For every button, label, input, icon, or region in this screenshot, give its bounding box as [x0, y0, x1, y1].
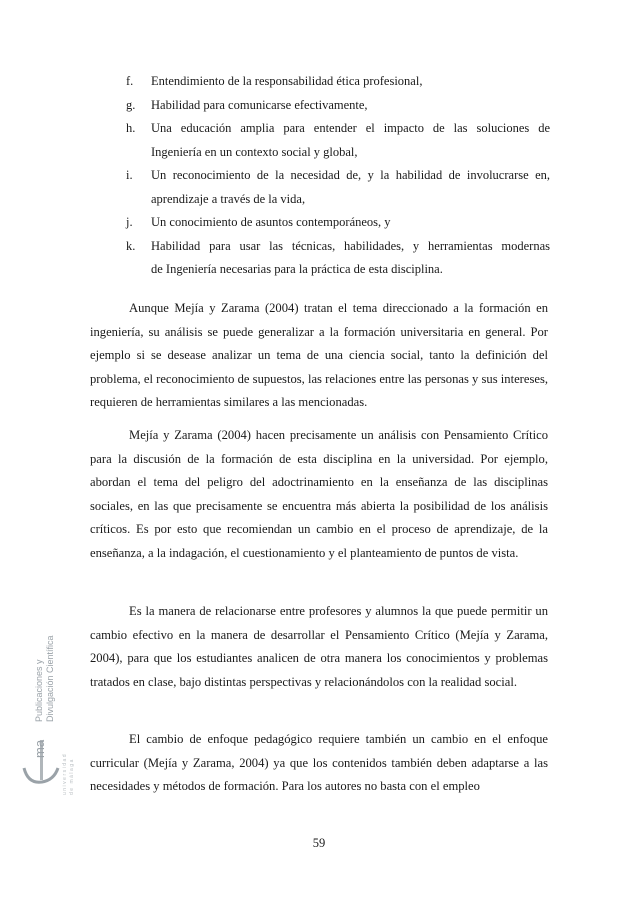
list-item: [90, 211, 550, 235]
list-text: Un reconocimiento de la necesidad de, y la habilidad de involucrarse en,: [151, 168, 550, 182]
list-text: aprendizaje a través de la vida,: [151, 191, 306, 206]
list-marker: j.: [126, 215, 133, 229]
list-item: [90, 70, 550, 94]
competency-list: [90, 70, 550, 282]
list-marker: g.: [126, 97, 136, 112]
list-text: Ingeniería en un contexto social y global,: [151, 144, 358, 159]
paragraph: [90, 297, 548, 415]
paragraph-text: Es la manera de relacionarse entre profesores y alumnos la que puede permitir un cambio efectivo en la manera de desarrollar el Pensamiento Crítico (Mejía y Zarama, 2004), para que los estudiantes analicen de otra manera los conocimientos y problemas tratados en clase, bajo distintas perspectivas y relacionándolos con la realidad social.: [90, 604, 548, 689]
list-marker: f.: [126, 74, 134, 88]
paragraph: [90, 424, 548, 566]
publisher-label-line1: Publicaciones y: [34, 659, 44, 722]
list-text: Un conocimiento de asuntos contemporáneos, y: [151, 215, 391, 229]
page-number: 59: [312, 836, 326, 850]
paragraph-text: Mejía y Zarama (2004) hacen precisamente un análisis con Pensamiento Crítico para la discusión de la formación de esta disciplina en la universidad. Por ejemplo, abordan el tema del peligro del adoctrinamiento en la enseñanza de las disciplinas sociales, en las que precisamente se encuentra más abierta la posibilidad de los análisis críticos. Es por esto que recomiendan un cambio en el proceso de aprendizaje, de la enseñanza, a la indagación, el cuestionamiento y el planteamiento de puntos de vista.: [90, 428, 548, 560]
paragraph-text: Aunque Mejía y Zarama (2004) tratan el tema direccionado a la formación en ingeniería, su análisis se puede generalizar a la formación universitaria en general. Por ejemplo si se desease analizar un tema de una ciencia social, tanto la definición del problema, el reconocimiento de supuestos, las relaciones entre las personas y sus intereses, requieren de herramientas similares a las mencionadas.: [90, 301, 548, 410]
list-item: [90, 94, 550, 118]
paragraph: [90, 600, 548, 694]
list-item: [90, 117, 550, 164]
list-item: [90, 235, 550, 282]
paragraph-text: El cambio de enfoque pedagógico requiere también un cambio en el enfoque curricular (Mejía y Zarama, 2004) ya que los contenidos también deben adaptarse a las necesidades y métodos de formación. Para los autores no basta con el empleo: [90, 732, 548, 794]
list-marker: k.: [126, 238, 136, 253]
paragraph: [90, 728, 548, 799]
list-marker: i.: [126, 168, 133, 182]
list-text: Habilidad para comunicarse efectivamente,: [151, 97, 368, 112]
list-text: Entendimiento de la responsabilidad ética profesional,: [151, 74, 423, 88]
list-marker: h.: [126, 121, 136, 135]
list-text: de Ingeniería necesarias para la práctica de esta disciplina.: [151, 262, 443, 276]
university-tag-line2: de málaga: [69, 758, 75, 795]
uma-logo-icon: [20, 738, 60, 800]
list-text: Habilidad para usar las técnicas, habilidades, y herramientas modernas: [151, 238, 550, 253]
svg-text:ma: ma: [32, 739, 47, 758]
list-text: Una educación amplia para entender el impacto de las soluciones de: [151, 121, 550, 135]
list-item: [90, 164, 550, 211]
university-tag-line1: universidad: [62, 752, 68, 795]
publisher-label-line2: Divulgación Científica: [45, 635, 55, 722]
